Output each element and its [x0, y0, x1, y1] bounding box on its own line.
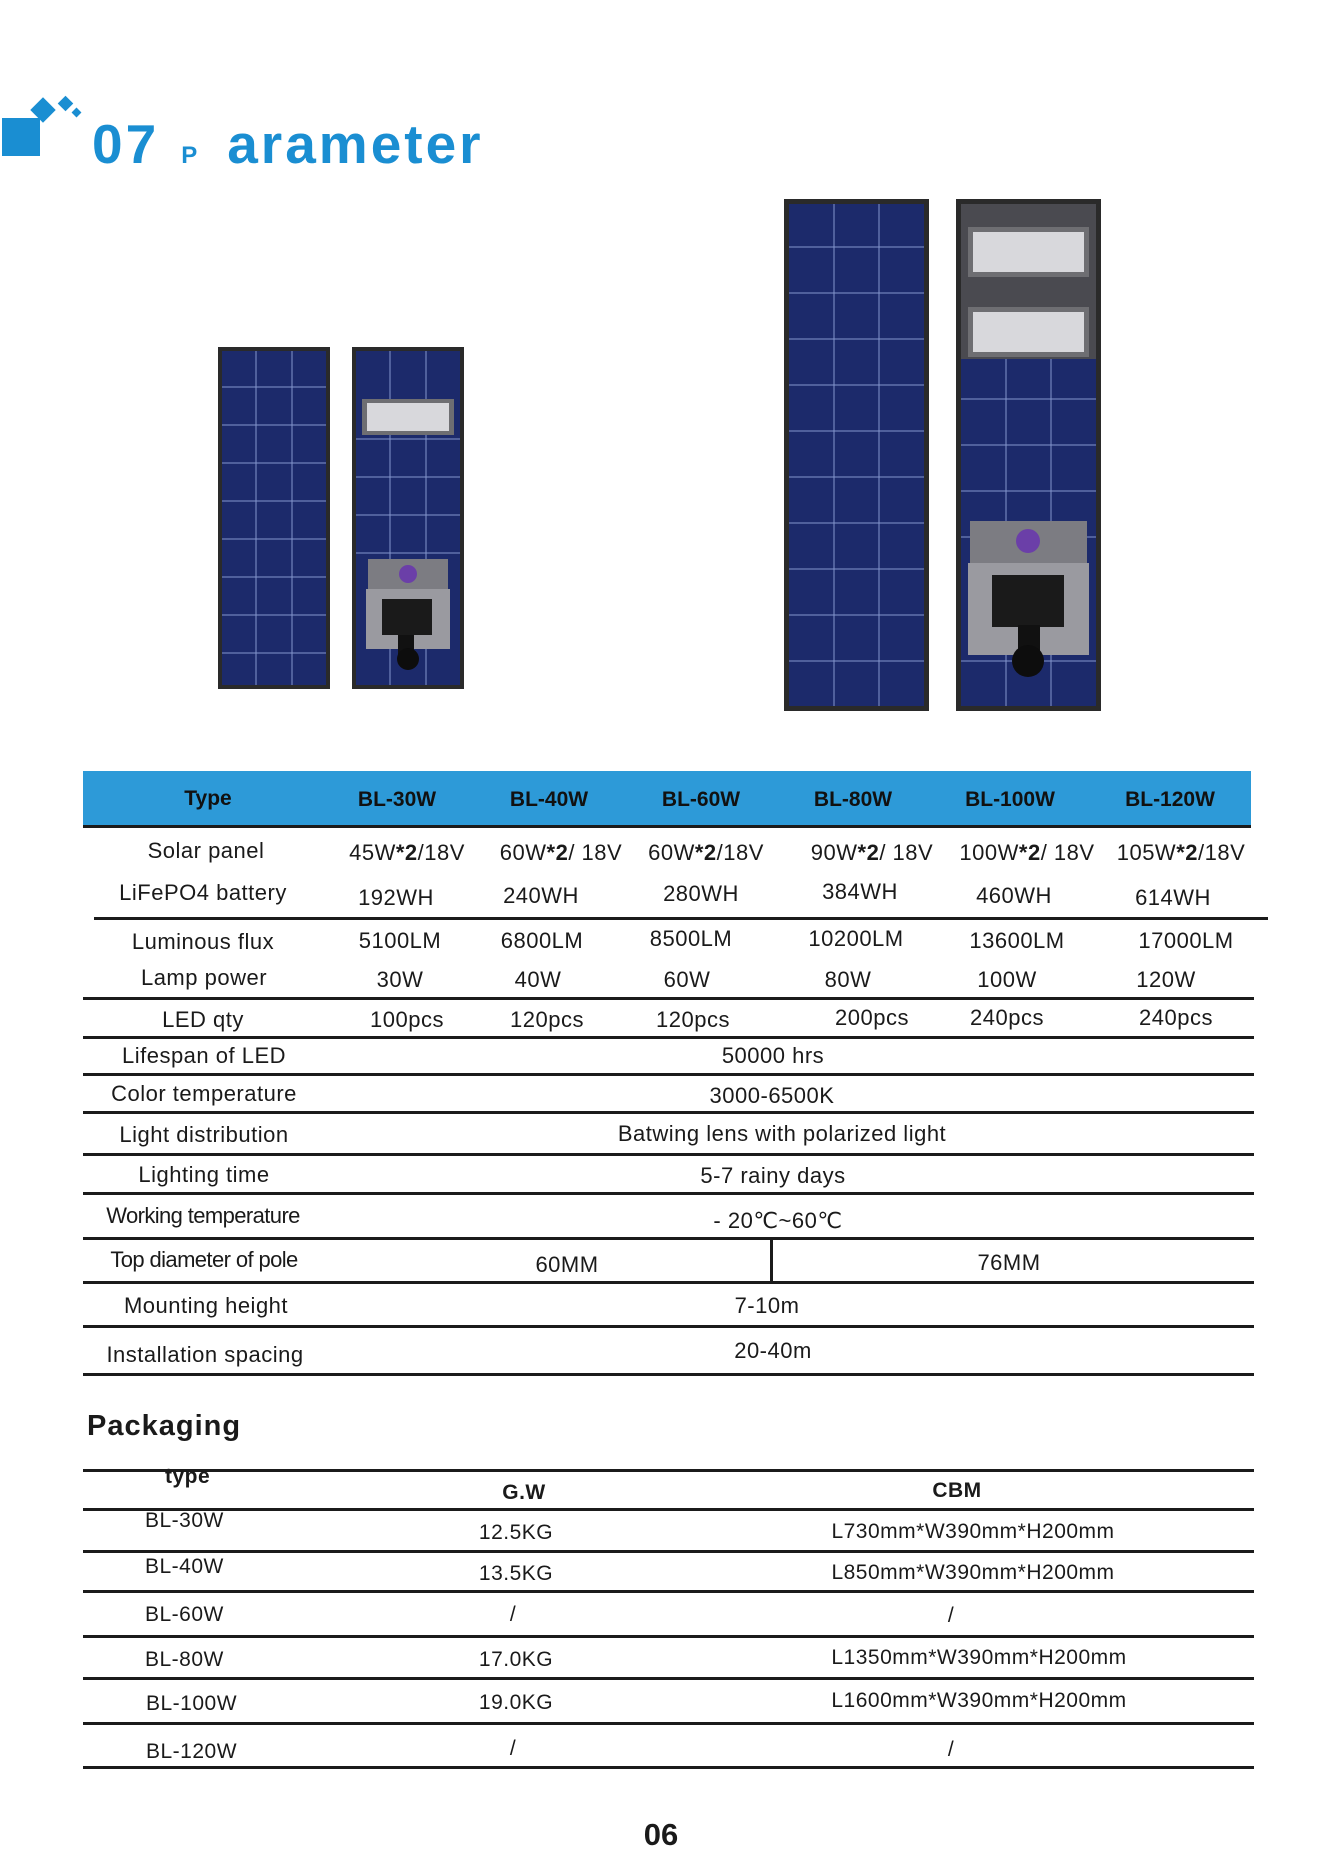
- solar-panel-volt: / 18V: [879, 840, 934, 865]
- packaging-cbm: L1350mm*W390mm*H200mm: [831, 1646, 1127, 1669]
- packaging-cbm: /: [947, 1604, 955, 1627]
- table-divider: [83, 1153, 1254, 1156]
- solar-panel-volt: / 18V: [568, 840, 623, 865]
- luminous-flux-value: 8500LM: [649, 926, 733, 951]
- packaging-header-type: type: [165, 1465, 211, 1488]
- color-temperature-value: 3000-6500K: [709, 1083, 835, 1108]
- packaging-type: BL-80W: [145, 1648, 224, 1671]
- packaging-type: BL-100W: [146, 1692, 238, 1715]
- led-qty-value: 120pcs: [656, 1007, 730, 1032]
- lamp-power-value: 100W: [977, 967, 1037, 992]
- solar-panel-volt: / 18V: [1040, 840, 1095, 865]
- table-divider: [83, 1325, 1254, 1328]
- pole-diameter-small: 60MM: [535, 1252, 599, 1277]
- solar-panel-watt: 60W: [499, 840, 547, 865]
- label-luminous-flux: Luminous flux: [131, 929, 275, 954]
- lamp-power-value: 120W: [1136, 967, 1196, 992]
- table-divider: [83, 1036, 1254, 1039]
- header-bl-40w: BL-40W: [509, 788, 589, 811]
- table-divider: [83, 1373, 1254, 1376]
- solar-panel-watt: 90W: [810, 840, 858, 865]
- lamp-power-value: 80W: [824, 967, 872, 992]
- label-lighting-time: Lighting time: [138, 1162, 270, 1187]
- packaging-cbm: L1600mm*W390mm*H200mm: [831, 1689, 1127, 1712]
- luminous-flux-value: 5100LM: [358, 928, 442, 953]
- lamp-power-value: 30W: [376, 967, 424, 992]
- packaging-header-gw: G.W: [502, 1481, 546, 1504]
- led-qty-value: 200pcs: [835, 1005, 909, 1030]
- installation-spacing-value: 20-40m: [734, 1338, 812, 1363]
- label-solar-panel: Solar panel: [147, 838, 265, 863]
- label-battery: LiFePO4 battery: [119, 880, 287, 905]
- packaging-title: Packaging: [87, 1410, 242, 1442]
- table-divider: [83, 1281, 1254, 1284]
- solar-panel-back-large-image: [784, 199, 929, 711]
- packaging-gw: 13.5KG: [478, 1562, 554, 1585]
- label-installation-spacing: Installation spacing: [106, 1342, 304, 1367]
- packaging-divider: [83, 1635, 1254, 1638]
- solar-panel-watt: 60W: [648, 840, 695, 865]
- solar-panel-count: *2: [1176, 840, 1199, 865]
- packaging-divider: [83, 1766, 1254, 1769]
- lamp-power-value: 40W: [514, 967, 562, 992]
- header-bl-30w: BL-30W: [357, 788, 437, 811]
- label-color-temperature: Color temperature: [111, 1081, 297, 1106]
- page-number: 06: [643, 1817, 679, 1852]
- table-divider: [83, 997, 1254, 1000]
- solar-panel-watt: 45W: [349, 840, 396, 865]
- packaging-gw: /: [509, 1603, 517, 1626]
- pole-diameter-large: 76MM: [977, 1250, 1041, 1275]
- battery-value: 460WH: [976, 883, 1052, 908]
- header-bl-80w: BL-80W: [813, 788, 893, 811]
- packaging-divider: [83, 1677, 1254, 1680]
- solar-panel-back-small-image: [218, 347, 330, 689]
- lighting-time-value: 5-7 rainy days: [700, 1163, 846, 1188]
- luminous-flux-value: 10200LM: [808, 926, 904, 951]
- packaging-gw: 12.5KG: [478, 1521, 554, 1544]
- label-light-distribution: Light distribution: [119, 1122, 289, 1147]
- header-bl-120w: BL-120W: [1125, 788, 1215, 811]
- solar-panel-watt: 105W: [1116, 840, 1177, 865]
- solar-panel-volt: /18V: [417, 840, 465, 865]
- solar-panel-volt: /18V: [716, 840, 764, 865]
- packaging-divider: [83, 1550, 1254, 1553]
- solar-panel-count: *2: [546, 840, 569, 865]
- packaging-header-cbm: CBM: [932, 1479, 982, 1502]
- packaging-cbm: L730mm*W390mm*H200mm: [831, 1520, 1115, 1543]
- header-type: Type: [184, 787, 232, 810]
- solar-panel-count: *2: [1018, 840, 1041, 865]
- title-small-letter: P: [181, 142, 198, 169]
- header-bl-100w: BL-100W: [965, 788, 1055, 811]
- packaging-type: BL-30W: [145, 1509, 224, 1532]
- packaging-divider: [83, 1590, 1254, 1593]
- luminous-flux-value: 13600LM: [969, 928, 1065, 953]
- luminous-flux-value: 17000LM: [1138, 928, 1234, 953]
- packaging-divider: [83, 1469, 1254, 1472]
- lifespan-value: 50000 hrs: [721, 1043, 825, 1068]
- battery-value: 192WH: [358, 885, 434, 910]
- label-lifespan: Lifespan of LED: [121, 1043, 287, 1068]
- packaging-cbm: /: [947, 1738, 955, 1761]
- solar-panel-count: *2: [395, 840, 418, 865]
- battery-value: 384WH: [822, 879, 898, 904]
- table-divider: [83, 1192, 1254, 1195]
- solar-panel-count: *2: [857, 840, 880, 865]
- light-distribution-value: Batwing lens with polarized light: [617, 1121, 947, 1146]
- led-qty-value: 240pcs: [970, 1005, 1044, 1030]
- battery-value: 280WH: [663, 881, 739, 906]
- packaging-type: BL-40W: [145, 1555, 224, 1578]
- solar-panel-value: [811, 840, 933, 866]
- solar-panel-value: [1117, 840, 1246, 866]
- working-temperature-value: - 20℃~60℃: [713, 1208, 843, 1233]
- solar-light-front-large-image: [956, 199, 1101, 711]
- mounting-height-value: 7-10m: [734, 1293, 800, 1318]
- title-text: arameter: [227, 113, 484, 175]
- solar-panel-volt: /18V: [1198, 840, 1246, 865]
- battery-value: 240WH: [503, 883, 579, 908]
- solar-light-front-small-image: [352, 347, 464, 689]
- table-divider: [83, 1237, 1254, 1240]
- table-divider: [83, 1073, 1254, 1076]
- packaging-gw: 19.0KG: [478, 1691, 554, 1714]
- packaging-type: BL-120W: [146, 1740, 238, 1763]
- luminous-flux-value: 6800LM: [500, 928, 584, 953]
- packaging-type: BL-60W: [145, 1603, 224, 1626]
- led-qty-value: 240pcs: [1139, 1005, 1213, 1030]
- packaging-divider: [83, 1508, 1254, 1511]
- packaging-gw: /: [509, 1737, 517, 1760]
- solar-panel-count: *2: [694, 840, 717, 865]
- section-logo-icon: [0, 88, 95, 168]
- solar-panel-watt: 100W: [959, 840, 1019, 865]
- battery-value: 614WH: [1135, 885, 1211, 910]
- label-pole-diameter: Top diameter of pole: [110, 1247, 298, 1272]
- solar-panel-value: [349, 840, 465, 866]
- label-lamp-power: Lamp power: [140, 965, 268, 990]
- solar-panel-value: [500, 840, 622, 866]
- section-number: 07: [92, 113, 160, 175]
- packaging-divider: [83, 1722, 1254, 1725]
- led-qty-value: 100pcs: [370, 1007, 444, 1032]
- label-led-qty: LED qty: [162, 1007, 244, 1032]
- label-mounting-height: Mounting height: [123, 1293, 289, 1318]
- packaging-cbm: L850mm*W390mm*H200mm: [831, 1561, 1115, 1584]
- header-bl-60w: BL-60W: [661, 788, 741, 811]
- pole-diameter-divider: [770, 1239, 773, 1281]
- lamp-power-value: 60W: [663, 967, 711, 992]
- packaging-gw: 17.0KG: [478, 1648, 554, 1671]
- table-divider: [83, 1111, 1254, 1114]
- led-qty-value: 120pcs: [510, 1007, 584, 1032]
- solar-panel-value: [648, 840, 764, 866]
- label-working-temperature: Working temperature: [106, 1203, 300, 1228]
- solar-panel-value: [959, 840, 1094, 866]
- table-divider: [94, 917, 1268, 920]
- page-title: [92, 112, 484, 176]
